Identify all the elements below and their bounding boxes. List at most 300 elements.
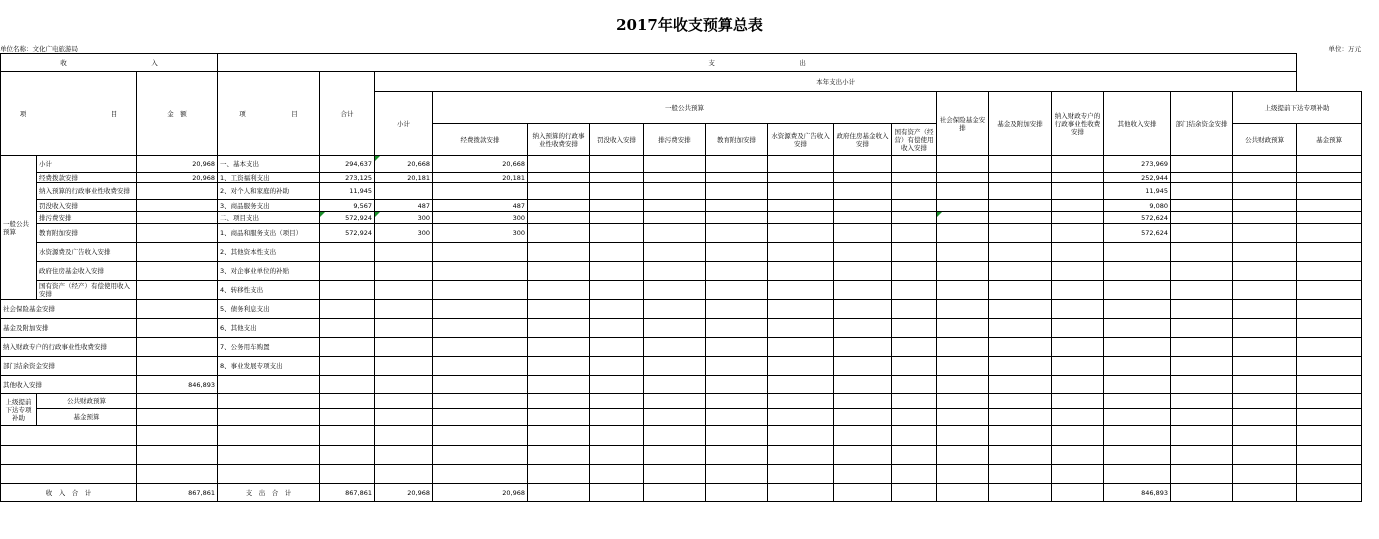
empty-cell: [644, 243, 706, 262]
empty-cell: [937, 183, 989, 200]
gb-funding-value: [433, 281, 528, 300]
table-row: [1, 200, 1362, 212]
empty-cell: [937, 156, 989, 173]
empty-cell: [1297, 357, 1362, 376]
empty-cell: [528, 173, 590, 183]
currency-unit-label: 单位：万元: [1328, 45, 1361, 53]
empty-cell: [320, 426, 375, 446]
empty-cell: [768, 224, 834, 243]
empty-cell: [644, 426, 706, 446]
empty-cell: [989, 212, 1052, 224]
gb-col-header: 纳入预算的行政事业性收费安排: [528, 124, 590, 156]
other-income-value: 9,080: [1104, 200, 1171, 212]
income-amount: [137, 394, 218, 409]
empty-cell: [706, 376, 768, 394]
gb-funding-value: 20,181: [433, 173, 528, 183]
expense-item-header: 项 目: [218, 72, 320, 156]
empty-cell: [590, 200, 644, 212]
other-income-value: 252,944: [1104, 173, 1171, 183]
empty-cell: [1052, 465, 1104, 484]
empty-cell: [528, 300, 590, 319]
empty-cell: [989, 156, 1052, 173]
table-row: [1, 173, 1362, 183]
empty-cell: [1297, 281, 1362, 300]
empty-cell: [1233, 173, 1297, 183]
empty-cell: [768, 338, 834, 357]
table-row: [1, 394, 1362, 409]
income-item-label: 纳入财政专户的行政事业性收费安排: [1, 338, 137, 357]
empty-cell: [1233, 243, 1297, 262]
empty-cell: [892, 281, 937, 300]
empty-cell: [937, 357, 989, 376]
empty-cell: [1297, 338, 1362, 357]
table-row: [1, 243, 1362, 262]
empty-cell: [644, 394, 706, 409]
empty-cell: [1297, 262, 1362, 281]
empty-cell: [768, 484, 834, 502]
empty-cell: [1233, 409, 1297, 426]
expense-total-value: 294,637: [320, 156, 375, 173]
empty-cell: [1052, 224, 1104, 243]
empty-cell: [644, 224, 706, 243]
empty-cell: [433, 409, 528, 426]
empty-cell: [834, 338, 892, 357]
gb-funding-value: [433, 300, 528, 319]
empty-cell: [892, 200, 937, 212]
empty-cell: [768, 319, 834, 338]
expense-item-label: 3、对企事业单位的补贴: [218, 262, 320, 281]
subtotal-value: [375, 183, 433, 200]
empty-cell: [989, 376, 1052, 394]
income-item-label: 部门结余资金安排: [1, 357, 137, 376]
empty-cell: [989, 262, 1052, 281]
empty-cell: [768, 281, 834, 300]
empty-cell: [528, 465, 590, 484]
empty-cell: [1104, 426, 1171, 446]
income-amount: [137, 338, 218, 357]
empty-cell: [1233, 156, 1297, 173]
empty-cell: [590, 183, 644, 200]
subtotal-value: [375, 357, 433, 376]
table-row: [1, 262, 1362, 281]
empty-cell: [1297, 394, 1362, 409]
income-amount: [137, 200, 218, 212]
empty-cell: [375, 426, 433, 446]
empty-cell: [768, 376, 834, 394]
empty-cell: [1297, 409, 1362, 426]
empty-cell: [644, 338, 706, 357]
empty-cell: [989, 183, 1052, 200]
expense-item-label: 6、其他支出: [218, 319, 320, 338]
empty-cell: [1233, 300, 1297, 319]
empty-cell: [1052, 183, 1104, 200]
subtotal-header: 小计: [375, 92, 433, 156]
empty-cell: [706, 357, 768, 376]
empty-cell: [644, 319, 706, 338]
empty-cell: [768, 173, 834, 183]
table-row: [1, 281, 1362, 300]
empty-cell: [768, 465, 834, 484]
subtotal-value: [375, 281, 433, 300]
empty-cell: [528, 319, 590, 338]
empty-cell: [1297, 484, 1362, 502]
empty-cell: [1104, 394, 1171, 409]
empty-cell: [834, 183, 892, 200]
empty-cell: [1233, 484, 1297, 502]
empty-cell: [320, 409, 375, 426]
superior-public-header: 公共财政预算: [1233, 124, 1297, 156]
empty-cell: [137, 426, 218, 446]
empty-cell: [1052, 300, 1104, 319]
empty-cell: [706, 173, 768, 183]
gb-col-header: 教育附加安排: [706, 124, 768, 156]
expense-total-value: 9,567: [320, 200, 375, 212]
empty-cell: [937, 200, 989, 212]
empty-cell: [590, 357, 644, 376]
empty-cell: [1171, 281, 1233, 300]
empty-cell: [644, 200, 706, 212]
gov-fund-header: 基金及附加安排: [989, 92, 1052, 156]
empty-cell: [937, 173, 989, 183]
expense-total-label: 支 出 合 计: [218, 484, 320, 502]
gb-funding-value: [433, 243, 528, 262]
empty-cell: [989, 465, 1052, 484]
empty-cell: [528, 243, 590, 262]
empty-cell: [989, 394, 1052, 409]
empty-cell: [768, 394, 834, 409]
gb-col-header: 经费拨款安排: [433, 124, 528, 156]
empty-cell: [706, 394, 768, 409]
empty-cell: [989, 319, 1052, 338]
empty-cell: [1104, 409, 1171, 426]
subtotal-value: 20,181: [375, 173, 433, 183]
income-item-label: 教育附加安排: [37, 224, 137, 243]
empty-cell: [768, 446, 834, 465]
empty-cell: [989, 281, 1052, 300]
empty-cell: [937, 446, 989, 465]
expense-total-value: [320, 300, 375, 319]
income-amount: [137, 409, 218, 426]
gb-funding-value: 300: [433, 224, 528, 243]
empty-cell: [937, 484, 989, 502]
empty-cell: [937, 376, 989, 394]
empty-cell: [1171, 319, 1233, 338]
empty-cell: [137, 465, 218, 484]
empty-cell: [989, 409, 1052, 426]
income-item-label: 小计: [37, 156, 137, 173]
empty-cell: [1052, 357, 1104, 376]
empty-cell: [528, 224, 590, 243]
empty-cell: [1233, 426, 1297, 446]
table-row: [1, 357, 1362, 376]
empty-cell: [706, 338, 768, 357]
empty-cell: [1233, 338, 1297, 357]
gb-funding-value: [433, 262, 528, 281]
empty-cell: [1052, 409, 1104, 426]
empty-cell: [590, 173, 644, 183]
empty-cell: [892, 409, 937, 426]
empty-cell: [706, 262, 768, 281]
empty-cell: [989, 338, 1052, 357]
empty-cell: [937, 300, 989, 319]
empty-cell: [892, 212, 937, 224]
empty-cell: [590, 338, 644, 357]
table-row: [1, 465, 1362, 484]
empty-cell: [768, 357, 834, 376]
empty-cell: [1104, 446, 1171, 465]
expense-total-value: 867,861: [320, 484, 375, 502]
empty-cell: [433, 446, 528, 465]
expense-item-label: 2、对个人和家庭的补助: [218, 183, 320, 200]
dept-balance-header: 部门结余资金安排: [1171, 92, 1233, 156]
income-amount: [137, 319, 218, 338]
empty-cell: [644, 281, 706, 300]
empty-cell: [1233, 224, 1297, 243]
empty-cell: [892, 243, 937, 262]
empty-cell: [1052, 484, 1104, 502]
income-header: 收 入: [1, 54, 218, 72]
empty-cell: [433, 426, 528, 446]
empty-cell: [834, 173, 892, 183]
subtotal-value: [375, 338, 433, 357]
empty-cell: [528, 394, 590, 409]
empty-cell: [892, 426, 937, 446]
empty-cell: [937, 394, 989, 409]
income-item-label: 基金预算: [37, 409, 137, 426]
empty-cell: [706, 319, 768, 338]
empty-cell: [1171, 200, 1233, 212]
income-amount: 846,893: [137, 376, 218, 394]
general-budget-group-label: 一般公共预算: [1, 156, 37, 300]
empty-cell: [1297, 465, 1362, 484]
empty-cell: [989, 426, 1052, 446]
gb-funding-value: [433, 183, 528, 200]
empty-cell: [590, 394, 644, 409]
empty-cell: [590, 465, 644, 484]
empty-cell: [892, 262, 937, 281]
empty-cell: [706, 212, 768, 224]
income-item-label: 公共财政预算: [37, 394, 137, 409]
other-income-value: 572,624: [1104, 224, 1171, 243]
empty-cell: [1052, 446, 1104, 465]
expense-item-label: 4、转移性支出: [218, 281, 320, 300]
empty-cell: [1052, 173, 1104, 183]
empty-cell: [590, 212, 644, 224]
empty-cell: [892, 465, 937, 484]
unit-name-label: 单位名称：文化广电旅游局: [0, 45, 78, 53]
empty-cell: [989, 200, 1052, 212]
empty-cell: [989, 484, 1052, 502]
empty-cell: [590, 426, 644, 446]
table-row: [1, 446, 1362, 465]
empty-cell: [834, 409, 892, 426]
empty-cell: [1297, 183, 1362, 200]
empty-cell: [644, 262, 706, 281]
empty-cell: [590, 281, 644, 300]
income-amount: [137, 281, 218, 300]
empty-cell: [1233, 281, 1297, 300]
expense-total-value: [320, 319, 375, 338]
empty-cell: [1052, 262, 1104, 281]
empty-cell: [768, 300, 834, 319]
other-income-header: 其他收入安排: [1104, 92, 1171, 156]
expense-total-value: [320, 262, 375, 281]
table-row: [1, 224, 1362, 243]
empty-cell: [1297, 319, 1362, 338]
empty-cell: [644, 300, 706, 319]
empty-cell: [644, 465, 706, 484]
gb-funding-value: [433, 319, 528, 338]
empty-cell: [834, 376, 892, 394]
empty-cell: [892, 376, 937, 394]
empty-cell: [590, 156, 644, 173]
empty-cell: [892, 446, 937, 465]
empty-cell: [218, 409, 320, 426]
superior-header: 上级提前下达专项补助: [1233, 92, 1362, 124]
empty-cell: [834, 200, 892, 212]
empty-cell: [937, 338, 989, 357]
income-amount: [137, 357, 218, 376]
empty-cell: [1052, 200, 1104, 212]
empty-cell: [1233, 212, 1297, 224]
table-row: [1, 338, 1362, 357]
table-row: [1, 319, 1362, 338]
empty-cell: [1171, 183, 1233, 200]
empty-cell: [1052, 281, 1104, 300]
expense-total-value: [320, 357, 375, 376]
empty-cell: [528, 376, 590, 394]
empty-cell: [1233, 465, 1297, 484]
other-income-value: [1104, 357, 1171, 376]
empty-cell: [706, 281, 768, 300]
empty-cell: [834, 484, 892, 502]
other-income-value: 11,945: [1104, 183, 1171, 200]
superior-group-label: 上级提前下达专项补助: [1, 394, 37, 426]
empty-cell: [1052, 156, 1104, 173]
income-item-label: 国有资产（经产）有偿使用收入安排: [37, 281, 137, 300]
empty-cell: [1104, 465, 1171, 484]
empty-cell: [834, 224, 892, 243]
empty-cell: [528, 212, 590, 224]
empty-cell: [768, 409, 834, 426]
income-amount: [137, 212, 218, 224]
other-income-value: 273,969: [1104, 156, 1171, 173]
expense-item-label: 8、事业发展专项支出: [218, 357, 320, 376]
empty-cell: [892, 173, 937, 183]
subtotal-value: [375, 243, 433, 262]
empty-cell: [1171, 446, 1233, 465]
income-item-label: 罚没收入安排: [37, 200, 137, 212]
empty-cell: [1297, 376, 1362, 394]
empty-cell: [433, 376, 528, 394]
other-income-value: 572,624: [1104, 212, 1171, 224]
empty-cell: [937, 426, 989, 446]
empty-cell: [834, 357, 892, 376]
empty-cell: [937, 243, 989, 262]
empty-cell: [1171, 243, 1233, 262]
empty-cell: [989, 243, 1052, 262]
empty-cell: [1297, 300, 1362, 319]
empty-cell: [375, 446, 433, 465]
empty-cell: [644, 484, 706, 502]
empty-cell: [590, 319, 644, 338]
expense-item-label: 3、商品服务支出: [218, 200, 320, 212]
expense-item-label: 一、基本支出: [218, 156, 320, 173]
empty-cell: [644, 173, 706, 183]
empty-cell: [892, 338, 937, 357]
gb-col-header: 罚没收入安排: [590, 124, 644, 156]
empty-cell: [1052, 212, 1104, 224]
social-fund-header: 社会保险基金安排: [937, 92, 989, 156]
empty-cell: [644, 183, 706, 200]
expense-total-value: [320, 338, 375, 357]
empty-cell: [1233, 183, 1297, 200]
empty-cell: [644, 156, 706, 173]
empty-cell: [644, 446, 706, 465]
empty-cell: [1233, 357, 1297, 376]
empty-cell: [320, 465, 375, 484]
empty-cell: [1171, 465, 1233, 484]
other-income-value: [1104, 243, 1171, 262]
income-item-label: 纳入预算的行政事业性收费安排: [37, 183, 137, 200]
empty-cell: [320, 394, 375, 409]
empty-cell: [644, 357, 706, 376]
subtotal-value: 300: [375, 224, 433, 243]
income-amount: [137, 262, 218, 281]
empty-cell: [834, 394, 892, 409]
expense-total-header: 合计: [320, 72, 375, 156]
empty-cell: [528, 262, 590, 281]
empty-cell: [1171, 338, 1233, 357]
empty-cell: [989, 173, 1052, 183]
empty-cell: [989, 357, 1052, 376]
empty-cell: [706, 156, 768, 173]
empty-cell: [1233, 446, 1297, 465]
other-income-value: [1104, 281, 1171, 300]
empty-cell: [937, 319, 989, 338]
empty-cell: [834, 426, 892, 446]
empty-cell: [1052, 338, 1104, 357]
empty-cell: [433, 394, 528, 409]
empty-cell: [834, 156, 892, 173]
gb-funding-value: [433, 338, 528, 357]
empty-cell: [644, 409, 706, 426]
income-amount: [137, 300, 218, 319]
empty-cell: [1171, 212, 1233, 224]
empty-cell: [320, 376, 375, 394]
empty-cell: [1171, 357, 1233, 376]
income-item-label: 水资源费及广告收入安排: [37, 243, 137, 262]
empty-cell: [1171, 376, 1233, 394]
empty-cell: [528, 357, 590, 376]
empty-cell: [706, 243, 768, 262]
empty-cell: [1171, 224, 1233, 243]
empty-cell: [989, 300, 1052, 319]
empty-cell: [937, 212, 989, 224]
fiscal-special-header: 纳入财政专户的行政事业性收费安排: [1052, 92, 1104, 156]
empty-cell: [1233, 262, 1297, 281]
empty-cell: [834, 446, 892, 465]
table-row: [1, 212, 1362, 224]
empty-cell: [375, 409, 433, 426]
empty-cell: [892, 156, 937, 173]
subtotal-value: 487: [375, 200, 433, 212]
empty-cell: [1104, 376, 1171, 394]
empty-cell: [528, 446, 590, 465]
empty-cell: [1171, 262, 1233, 281]
table-row: [1, 484, 1362, 502]
empty-cell: [834, 281, 892, 300]
